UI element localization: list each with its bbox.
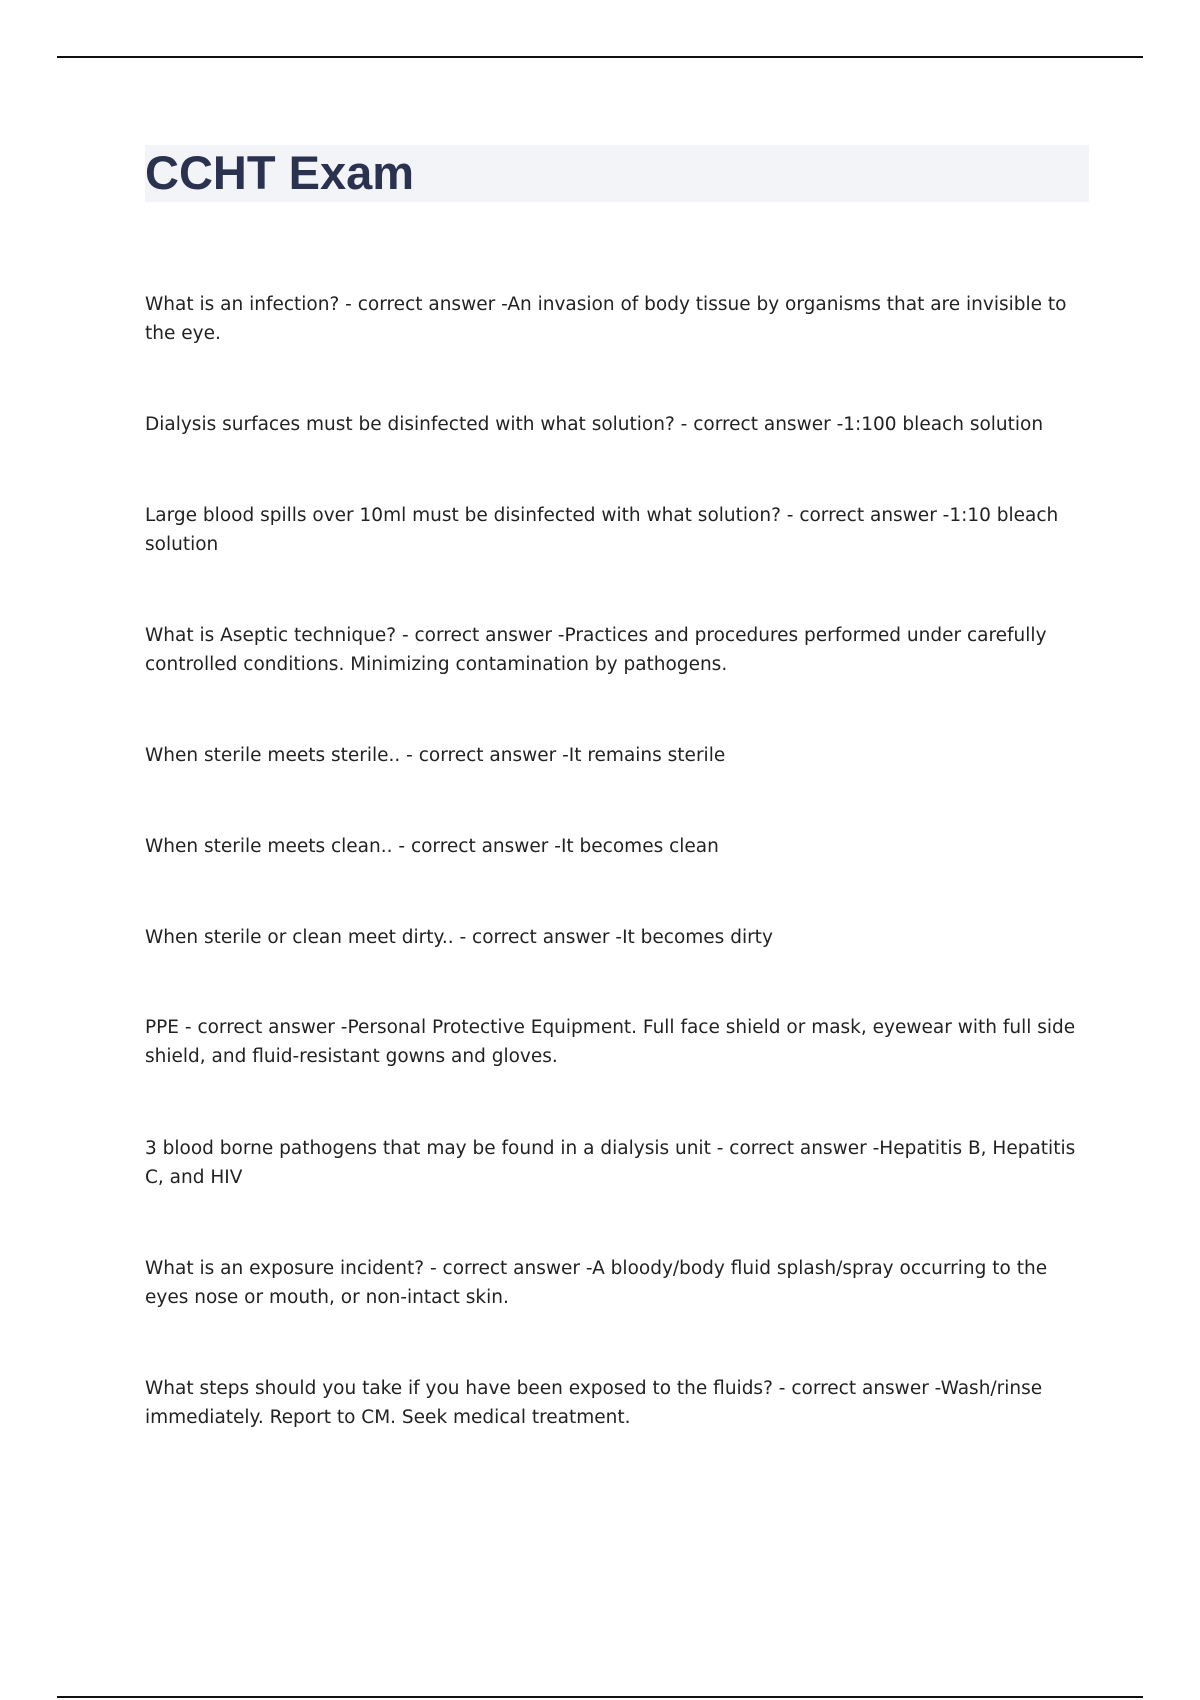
qa-item: When sterile or clean meet dirty.. - correct answer -It becomes dirty xyxy=(145,927,773,948)
qa-item: Dialysis surfaces must be disinfected with what solution? - correct answer -1:100 bleach solution xyxy=(145,414,1044,435)
qa-item: PPE - correct answer -Personal Protective Equipment. Full face shield or mask, eyewear with full side shield, and fluid-resistant gowns and gloves. xyxy=(145,1017,1076,1067)
top-divider xyxy=(57,56,1143,58)
qa-item: Large blood spills over 10ml must be disinfected with what solution? - correct answer -1:10 bleach solution xyxy=(145,505,1059,555)
bottom-divider xyxy=(57,1696,1143,1698)
qa-item: When sterile meets clean.. - correct answer -It becomes clean xyxy=(145,836,719,857)
qa-item: When sterile meets sterile.. - correct answer -It remains sterile xyxy=(145,745,726,766)
title-banner xyxy=(145,145,1089,202)
qa-item: What is an infection? - correct answer -An invasion of body tissue by organisms that are invisible to the eye. xyxy=(145,294,1067,344)
qa-item: 3 blood borne pathogens that may be found in a dialysis unit - correct answer -Hepatitis B, Hepatitis C, and HIV xyxy=(145,1138,1076,1188)
page-title: CCHT Exam xyxy=(145,146,415,199)
qa-item: What is Aseptic technique? - correct answer -Practices and procedures performed under carefully controlled conditions. Minimizing contamination by pathogens. xyxy=(145,625,1047,675)
qa-item: What is an exposure incident? - correct answer -A bloody/body fluid splash/spray occurring to the eyes nose or mouth, or non-intact skin. xyxy=(145,1258,1048,1308)
qa-item: What steps should you take if you have been exposed to the fluids? - correct answer -Wash/rinse immediately. Report to CM. Seek medical treatment. xyxy=(145,1378,1043,1428)
